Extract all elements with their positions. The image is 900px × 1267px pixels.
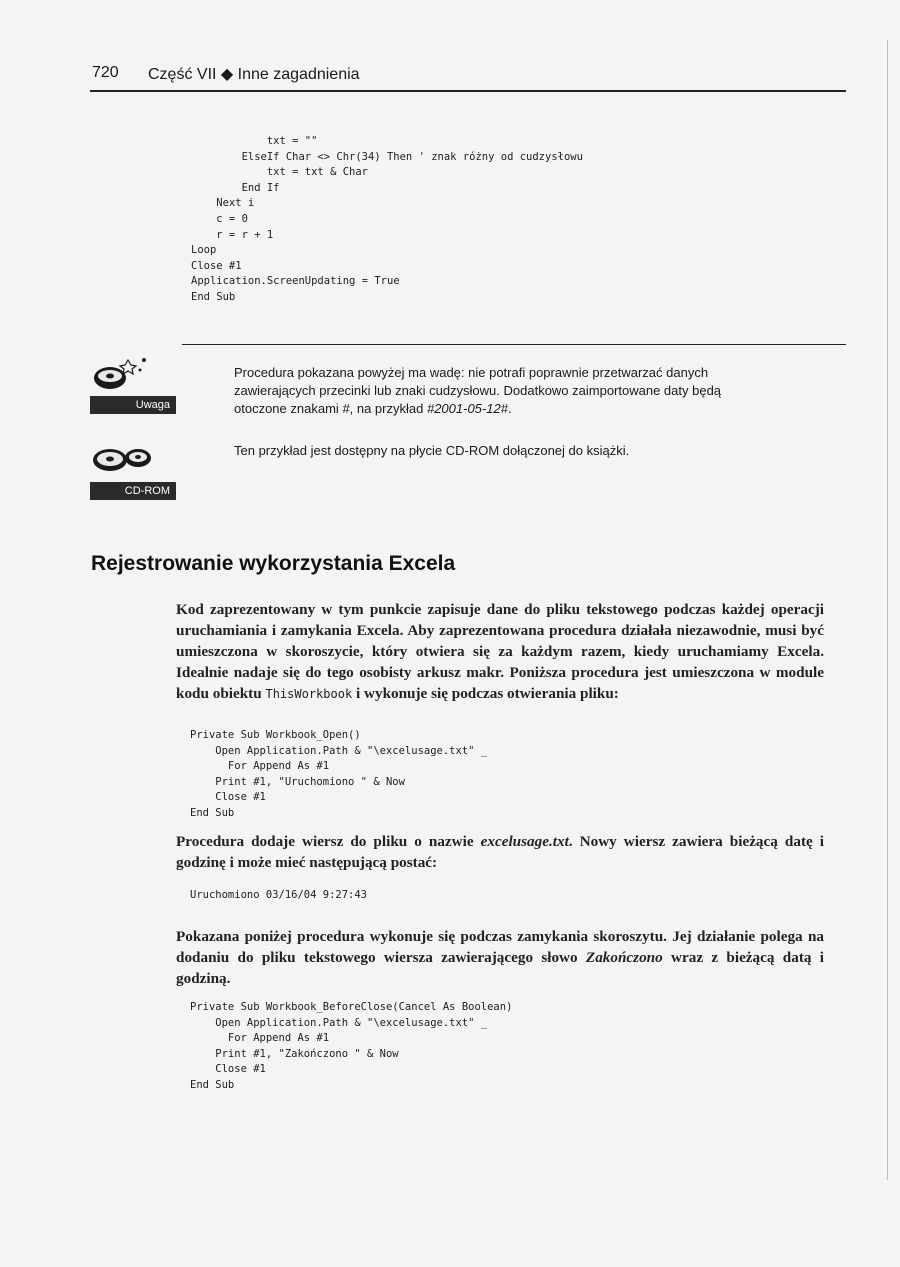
paragraph-intro: Kod zaprezentowany w tym punkcie zapisuje dane do pliku tekstowego podczas każdej operacji uruchamiania i zamykania Excela. Aby zaprezentowana procedura działała niezawodnie, musi być umieszczona w skoroszycie, który otwiera się za każdym razem, kiedy uruchamiamy Excela. Idealnie nadaje się do tego osobisty arkusz makr. Poniższa procedura jest umieszczona w module kodu obiektu ThisWorkbook i wykonuje się podczas otwierania pliku: bbox=[176, 601, 824, 702]
page-edge-line bbox=[887, 40, 888, 1180]
header-rule bbox=[90, 90, 846, 92]
paragraph-close: Pokazana poniżej procedura wykonuje się podczas zamykania skoroszytu. Jej działanie polega na dodaniu do pliku tekstowego wiersza zawierającego słowo Zakończono wraz z bieżącą datą i godziną. bbox=[176, 928, 824, 987]
code-sample-line: Uruchomiono 03/16/04 9:27:43 bbox=[190, 889, 368, 901]
warning-disc-icon bbox=[90, 352, 176, 398]
warning-badge: Uwaga bbox=[90, 396, 176, 414]
running-header bbox=[90, 62, 846, 90]
section-heading: Rejestrowanie wykorzystania Excela bbox=[91, 552, 456, 575]
code-block-workbook-open: Private Sub Workbook_Open() Open Application.Path & "\excelusage.txt" _ For Append As #1 Print #1, "Uruchomiono " & Now Close #1 End Sub bbox=[190, 729, 488, 819]
cd-note-text: Ten przykład jest dostępny na płycie CD-ROM dołączonej do książki. bbox=[234, 443, 630, 458]
cd-note-icon-box bbox=[90, 438, 176, 500]
code-block-workbook-close: Private Sub Workbook_BeforeClose(Cancel As Boolean) Open Application.Path & "\excelusage.txt" _ For Append As #1 Print #1, "Zakończono " & Now Close #1 End Sub bbox=[190, 1001, 513, 1091]
cd-rom-icon bbox=[90, 438, 176, 484]
page-number: 720 bbox=[92, 64, 119, 81]
chapter-title: Część VII ◆ Inne zagadnienia bbox=[148, 66, 360, 83]
paragraph-file: Procedura dodaje wiersz do pliku o nazwie excelusage.txt. Nowy wiersz zawiera bieżącą datę i godzinę i może mieć następującą postać: bbox=[176, 833, 824, 871]
code-block-loop-end: txt = "" ElseIf Char <> Chr(34) Then ' znak różny od cudzysłowu txt = txt & Char End If Next i c = 0 r = r + 1 Loop Close #1 Application.ScreenUpdating = True End Sub bbox=[191, 135, 583, 303]
cd-rom-badge: CD-ROM bbox=[90, 482, 176, 500]
warning-note-text: Procedura pokazana powyżej ma wadę: nie potrafi poprawnie przetwarzać danych zawierających przecinki lub znaki cudzysłowu. Dodatkowo zaimportowane daty będą otoczone znakami #, na przykład #2001-05-12#. bbox=[234, 365, 722, 416]
code-end-rule bbox=[182, 344, 846, 345]
warning-note-icon-box bbox=[90, 352, 176, 414]
